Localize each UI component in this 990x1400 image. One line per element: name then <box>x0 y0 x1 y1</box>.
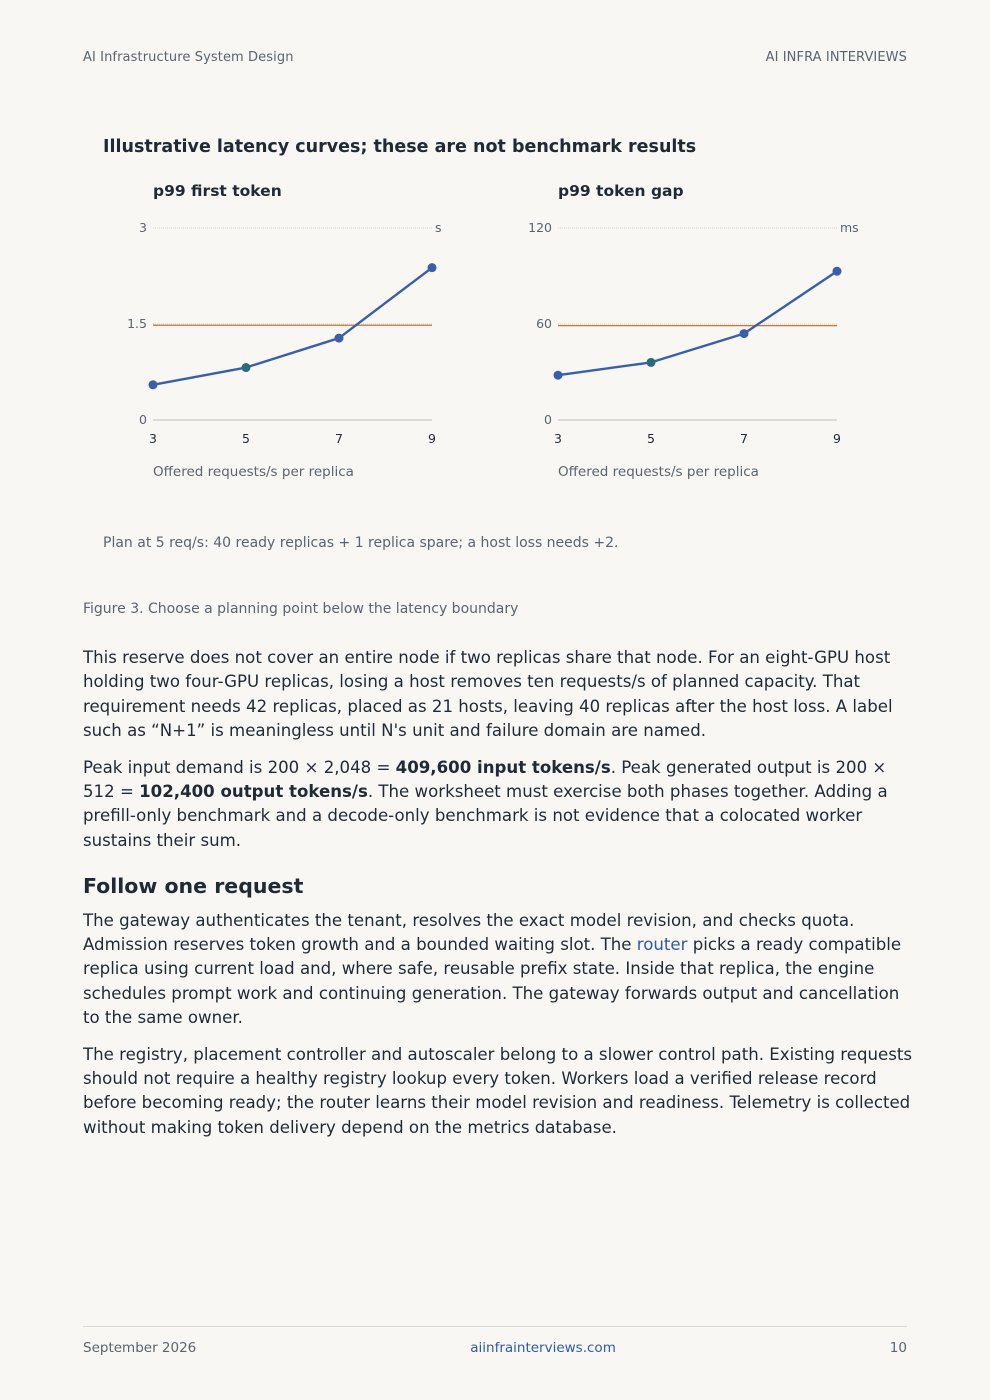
peak-input-tokens: 409,600 input tokens/s <box>395 757 611 777</box>
x-tick-label: 7 <box>335 431 343 446</box>
paragraph-peak-demand <box>83 756 913 853</box>
y-tick-label: 0 <box>544 412 552 427</box>
data-point <box>740 329 749 338</box>
x-tick-label: 9 <box>428 431 436 446</box>
chart-title: p99 first token <box>153 182 282 200</box>
x-tick-label: 5 <box>242 431 250 446</box>
chart-title: p99 token gap <box>558 182 684 200</box>
header-brand: AI INFRA INTERVIEWS <box>765 50 907 65</box>
footer-date: September 2026 <box>83 1340 197 1356</box>
y-tick-label: 1.5 <box>127 316 147 331</box>
y-unit-label: ms <box>840 220 859 235</box>
data-point <box>428 263 437 272</box>
chart-first-token <box>100 175 470 499</box>
section-heading: Follow one request <box>83 873 304 898</box>
figure-caption: Figure 3. Choose a planning point below the latency boundary <box>83 601 519 617</box>
planning-point <box>647 358 656 367</box>
chart-token-gap-svg <box>505 175 875 495</box>
peak-text-1: Peak input demand is 200 × 2,048 = <box>83 757 396 777</box>
body-text <box>83 646 913 1153</box>
y-tick-label: 60 <box>536 316 552 331</box>
router-link[interactable]: router <box>636 935 688 955</box>
x-tick-label: 3 <box>149 431 157 446</box>
x-tick-label: 7 <box>740 431 748 446</box>
header-book-title: AI Infrastructure System Design <box>83 50 294 65</box>
footer-site-link[interactable]: aiinfrainterviews.com <box>470 1340 616 1356</box>
series-line <box>558 271 837 375</box>
peak-text-2: . Peak generated output is 200 × 512 = <box>83 757 887 801</box>
peak-text-3: . The worksheet must exercise both phases together. Adding a prefill-only benchmark and a decode-only benchmark is not evidence that a colocated worker sustains their sum. <box>83 781 888 850</box>
paragraph-control-path: The registry, placement controller and autoscaler belong to a slower control path. Existing requests should not require a healthy registry lookup every token. Workers load a verified release record before becoming ready; the router learns their model revision and readiness. Telemetry is collected without making token delivery depend on the metrics database. <box>83 1044 913 1137</box>
x-tick-label: 5 <box>647 431 655 446</box>
page-number: 10 <box>889 1340 907 1356</box>
paragraph-request-path <box>83 909 913 1030</box>
chart-token-gap <box>505 175 875 499</box>
data-point <box>554 371 563 380</box>
x-axis-label: Offered requests/s per replica <box>558 464 759 480</box>
x-tick-label: 9 <box>833 431 841 446</box>
data-point <box>335 334 344 343</box>
planning-point <box>242 363 251 372</box>
chart-first-token-svg <box>100 175 470 495</box>
data-point <box>149 380 158 389</box>
figure-title: Illustrative latency curves; these are not benchmark results <box>103 137 697 157</box>
footer-divider <box>83 1326 907 1327</box>
x-tick-label: 3 <box>554 431 562 446</box>
plan-note: Plan at 5 req/s: 40 ready replicas + 1 replica spare; a host loss needs +2. <box>103 535 619 551</box>
series-line <box>153 268 432 385</box>
y-tick-label: 3 <box>139 220 147 235</box>
request-text-1: The gateway authenticates the tenant, resolves the exact model revision, and checks quota. Admission reserves token growth and a bounded waiting slot. The <box>83 910 855 955</box>
x-axis-label: Offered requests/s per replica <box>153 464 354 480</box>
peak-output-tokens: 102,400 output tokens/s <box>139 781 368 801</box>
request-text-2: picks a ready compatible replica using current load and, where safe, reusable prefix state. Inside that replica, the engine schedules prompt work and continuing generation. The gateway forwards output and cancellation to the same owner. <box>83 935 902 1028</box>
data-point <box>833 267 842 276</box>
y-unit-label: s <box>435 220 442 235</box>
running-header <box>83 50 907 65</box>
paragraph-reserve: This reserve does not cover an entire node if two replicas share that node. For an eight-GPU host holding two four-GPU replicas, losing a host removes ten requests/s of planned capacity. That requirement needs 42 replicas, placed as 21 hosts, leaving 40 replicas after the host loss. A label such as “N+1” is meaningless until N's unit and failure domain are named. <box>83 648 893 740</box>
page-footer <box>83 1340 907 1356</box>
y-tick-label: 120 <box>528 220 552 235</box>
y-tick-label: 0 <box>139 412 147 427</box>
